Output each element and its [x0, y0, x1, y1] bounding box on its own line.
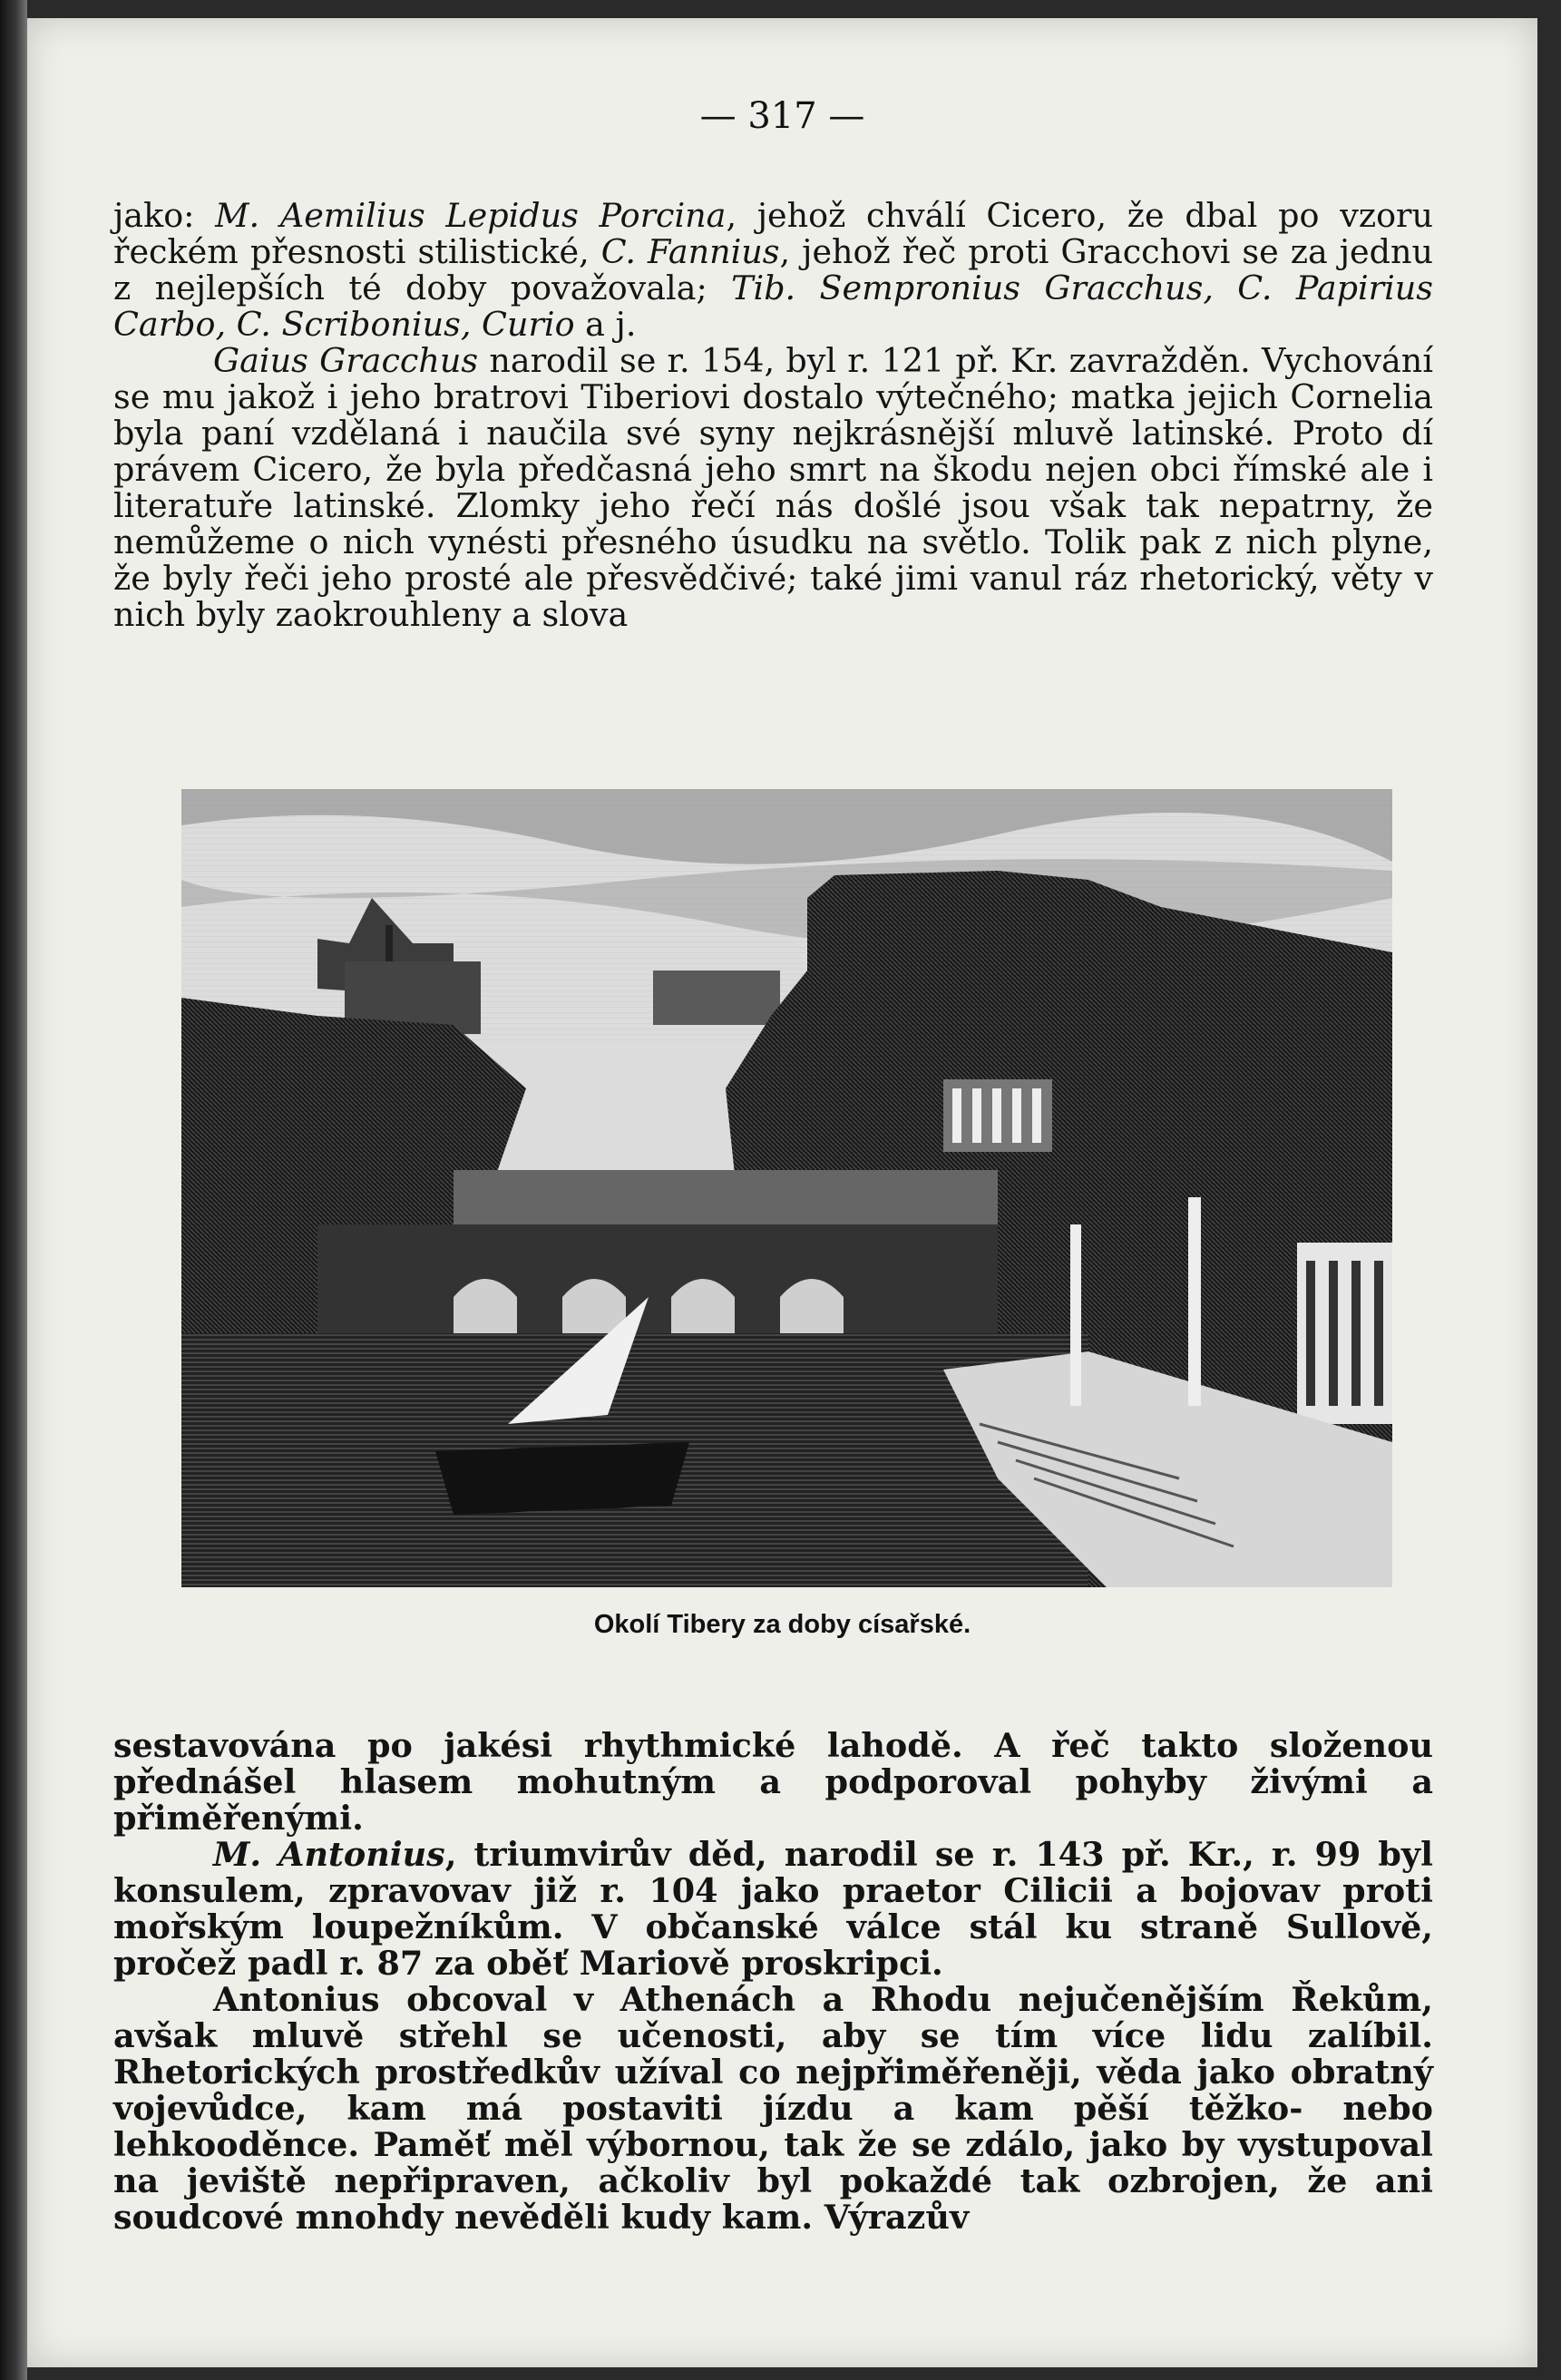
- bottom-text-block: [113, 1728, 1433, 2236]
- name-lepidus: M. Aemilius Lepidus Porcina: [215, 196, 727, 235]
- name-fannius: C. Fannius: [600, 232, 780, 271]
- top-text-block: [113, 198, 1433, 633]
- paragraph-rhythm: sestavována po jakési rhythmické lahodě. A řeč takto složenou přednášel hlasem mohutným a podporoval pohyby živými a přiměřenými.: [113, 1726, 1433, 1838]
- book-binding-edge: [0, 0, 27, 2380]
- page-number: — 317 —: [699, 95, 865, 137]
- paragraph-gaius-gracchus: [113, 343, 1433, 633]
- text-run: jako:: [113, 196, 216, 235]
- text-run: , triumvirův děd, narodil se r. 143 př. Kr., r. 99 byl konsulem, zpravovav již r. 104 jako praetor Cilicii a bojovav proti mořským loupežníkům. V občanské válce stál ku straně Sullově, pročež padl r. 87 za oběť Mariově proskripci.: [113, 1835, 1433, 1983]
- name-gaius-gracchus: Gaius Gracchus: [213, 341, 479, 380]
- names-gracchus-carbo: Tib. Sempronius Gracchus, C. Papirius Carbo, C. Scribonius, Curio: [113, 268, 1433, 344]
- paragraph-lepidus: [113, 198, 1433, 343]
- text-run: , jehož řeč proti Gracchovi se za jednu z nejlepších té doby považovala;: [113, 232, 1433, 307]
- text-run: narodil se r. 154, byl r. 121 př. Kr. zavražděn. Vychování se mu jakož i jeho bratrovi Tiberiovi dostalo výtečného; matka jejich Cornelia byla paní vzdělaná i naučila své syny nejkrásnější mluvě latinské. Proto dí právem Cicero, že byla předčasná jeho smrt na škodu nejen obci římské ale i literatuře latinské. Zlomky jeho řečí nás došlé jsou však tak nepatrny, že nemůžeme o nich vynésti přesného úsudku na světlo. Tolik pak z nich plyne, že byly řeči jeho prosté ale přesvědčivé; také jimi vanul ráz rhetorický, věty v nich byly zaokrouhleny a slova: [113, 341, 1433, 634]
- engraving-picture: [181, 789, 1392, 1587]
- text-run: a j.: [574, 305, 637, 344]
- figure-caption: Okolí Tibery za doby císařské.: [593, 1610, 971, 1639]
- text-run: , jehož chválí Cicero, že dbal po vzoru řeckém přesnosti stilistické,: [113, 196, 1433, 271]
- paragraph-antonius-bio: [113, 1837, 1433, 1982]
- engraving-tiber-illustration: [181, 789, 1392, 1587]
- book-page: [27, 18, 1537, 2367]
- paragraph-antonius-rhetoric: Antonius obcoval v Athenách a Rhodu nejučenějším Řekům, avšak mluvě střehl se učenosti, aby se tím více lidu zalíbil. Rhetorických prostředkův užíval co nejpřiměřeněji, věda jako obratný vojevůdce, kam má postaviti jízdu a kam pěší těžko- nebo lehkooděnce. Paměť měl výbornou, tak že se zdálo, jako by vystupoval na jeviště nepřipraven, ačkoliv byl pokaždé tak ozbrojen, že ani soudcové mnohdy nevěděli kudy kam. Výrazův: [113, 1980, 1433, 2237]
- name-antonius: M. Antonius: [213, 1835, 445, 1874]
